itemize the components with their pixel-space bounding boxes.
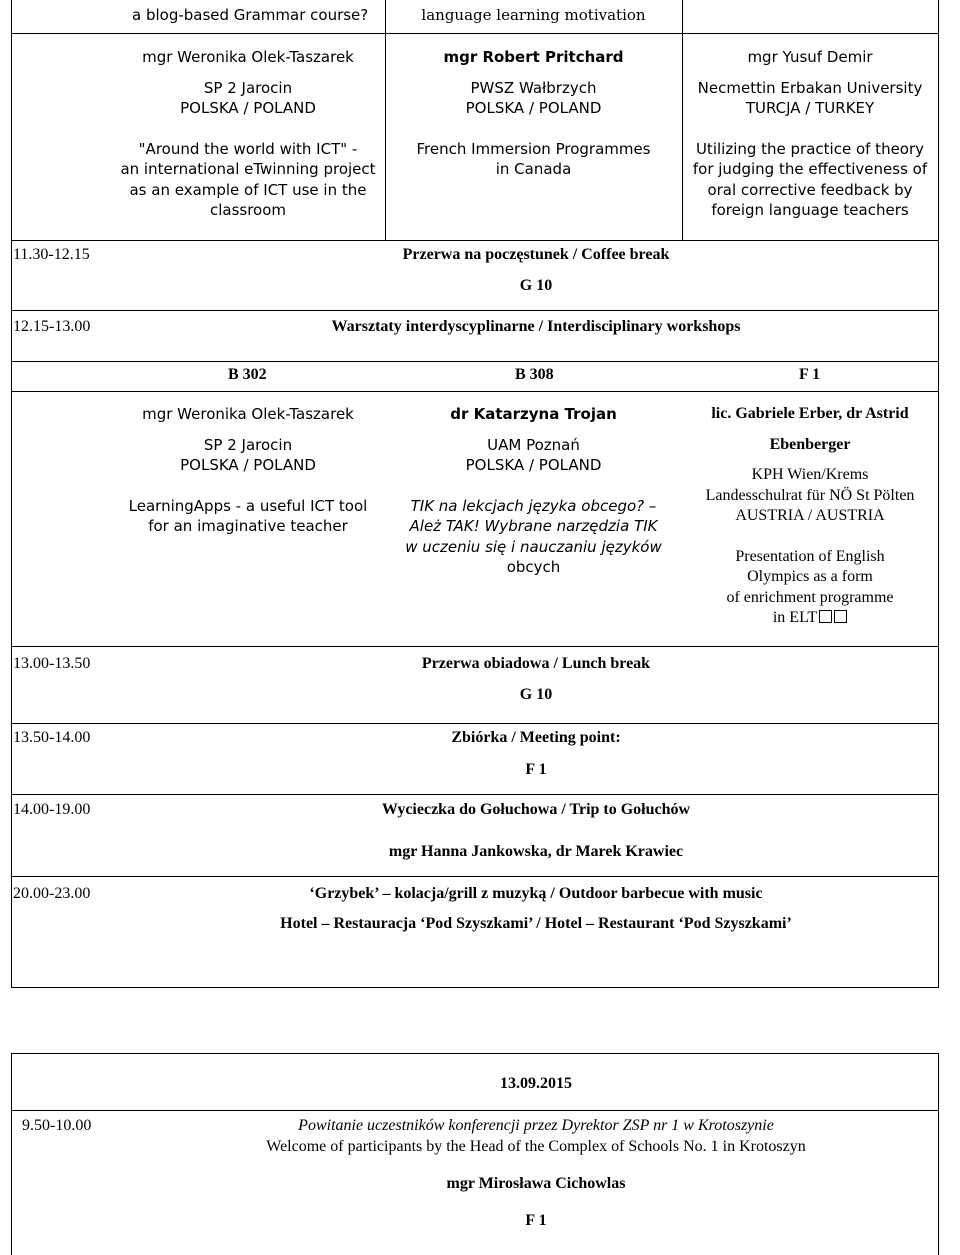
workshop-affiliation-line: POLSKA / POLAND — [465, 456, 602, 474]
lunch-title: Przerwa obiadowa / Lunch break — [421, 655, 651, 672]
workshop-affiliation-line: SP 2 Jarocin — [203, 435, 293, 454]
day2-room: F 1 — [525, 1212, 547, 1229]
missing-glyph-box-icon — [819, 610, 832, 623]
speaker-block-1 — [111, 47, 385, 221]
talk-title-line: classroom — [209, 201, 287, 219]
speaker-affiliation-line: POLSKA / POLAND — [180, 99, 316, 117]
speaker-name: mgr Weronika Olek-Taszarek — [142, 48, 354, 66]
workshop-title-line: Olympics as a form — [747, 568, 873, 585]
speaker-affiliation-line: PWSZ Wałbrzych — [470, 78, 597, 97]
workshop-affiliation-line: Landesschulrat für NÖ St Pölten — [705, 486, 915, 504]
coffee-title: Przerwa na poczęstunek / Coffee break — [402, 246, 670, 263]
speaker-block-3 — [682, 47, 938, 221]
speaker-affiliation-line: TURCJA / TURKEY — [745, 99, 875, 117]
workshop-block-1 — [111, 404, 385, 537]
day2-title-pl: Powitanie uczestników konferencji przez Dyrektor ZSP nr 1 w Krotoszynie — [298, 1117, 774, 1134]
workshops-time: 12.15-13.00 — [13, 318, 91, 335]
meeting-room: F 1 — [525, 761, 547, 778]
workshop-title-line: obcych — [506, 558, 561, 576]
day2-date: 13.09.2015 — [500, 1075, 572, 1092]
talk-title-line: an international eTwinning project — [120, 160, 376, 178]
talk-title-line: in Canada — [495, 160, 572, 178]
workshop-speaker-name: mgr Weronika Olek-Taszarek — [142, 405, 354, 423]
workshops-title: Warsztaty interdyscyplinarne / Interdisciplinary workshops — [331, 318, 741, 335]
talk-title-line: oral corrective feedback by — [707, 180, 913, 199]
talk-title-line: "Around the world with ICT" - — [138, 139, 358, 158]
dinner-venue: Hotel – Restauracja ‘Pod Szyszkami’ / Hotel – Restaurant ‘Pod Szyszkami’ — [280, 915, 792, 932]
workshop-affiliation-line: POLSKA / POLAND — [180, 456, 316, 474]
room-label-b308: B 308 — [515, 366, 554, 383]
trip-title: Wycieczka do Gołuchowa / Trip to Gołuchów — [381, 801, 691, 818]
workshop-title-line: LearningApps - a useful ICT tool — [128, 496, 368, 515]
meeting-time: 13.50-14.00 — [13, 729, 91, 746]
workshop-title-line: Presentation of English — [735, 547, 885, 565]
col2-tail-text: language learning motivation — [421, 6, 646, 24]
day2-title-en: Welcome of participants by the Head of the Complex of Schools No. 1 in Krotoszyn — [266, 1138, 806, 1155]
trip-people: mgr Hanna Jankowska, dr Marek Krawiec — [388, 843, 684, 860]
dinner-title: ‘Grzybek’ – kolacja/grill z muzyką / Outdoor barbecue with music — [309, 885, 763, 902]
dinner-time: 20.00-23.00 — [13, 885, 91, 902]
workshop-speaker-name-cont: Ebenberger — [769, 435, 851, 453]
room-label-b302: B 302 — [228, 366, 267, 383]
lunch-time: 13.00-13.50 — [13, 655, 91, 672]
workshop-title-line: Ależ TAK! Wybrane narzędzia TIK — [409, 517, 658, 535]
workshop-title-line: of enrichment programme — [726, 588, 894, 606]
trip-time: 14.00-19.00 — [13, 801, 91, 818]
workshop-block-3 — [682, 404, 938, 629]
day2-time: 9.50-10.00 — [22, 1117, 92, 1134]
missing-glyph-box-icon — [834, 610, 847, 623]
speaker-affiliation-line: SP 2 Jarocin — [203, 78, 293, 97]
talk-title-line: for judging the effectiveness of — [692, 160, 928, 178]
speaker-name: mgr Yusuf Demir — [747, 48, 873, 66]
coffee-room: G 10 — [519, 277, 553, 294]
speaker-name: mgr Robert Pritchard — [443, 48, 624, 66]
talk-title-line: foreign language teachers — [711, 201, 909, 219]
workshop-title-line: TIK na lekcjach języka obcego? – — [410, 496, 657, 515]
workshop-title-text: in ELT — [772, 609, 818, 626]
speaker-affiliation-line: POLSKA / POLAND — [465, 99, 602, 117]
meeting-title: Zbiórka / Meeting point: — [451, 729, 621, 746]
speaker-affiliation-line: Necmettin Erbakan University — [697, 78, 923, 97]
workshop-speaker-name: dr Katarzyna Trojan — [450, 405, 617, 423]
speaker-block-2 — [385, 47, 682, 180]
col1-tail-text: a blog-based Grammar course? — [132, 6, 369, 24]
talk-title-line: Utilizing the practice of theory — [695, 139, 925, 158]
workshop-title-line: for an imaginative teacher — [148, 517, 348, 535]
workshop-affiliation-line: UAM Poznań — [487, 435, 580, 454]
room-label-f1: F 1 — [799, 366, 821, 383]
talk-title-line: as an example of ICT use in the — [129, 180, 367, 199]
workshop-affiliation-line: AUSTRIA / AUSTRIA — [735, 507, 885, 524]
workshop-block-2 — [385, 404, 682, 578]
coffee-time: 11.30-12.15 — [13, 246, 90, 263]
talk-title-line: French Immersion Programmes — [416, 139, 651, 158]
workshop-speaker-name: lic. Gabriele Erber, dr Astrid — [711, 405, 909, 422]
workshop-affiliation-line: KPH Wien/Krems — [751, 466, 869, 483]
lunch-room: G 10 — [519, 686, 553, 703]
day2-speaker: mgr Mirosława Cichowlas — [446, 1175, 626, 1192]
workshop-title-line: w uczeniu się i nauczaniu języków — [405, 537, 662, 556]
workshop-title-line-last — [682, 608, 938, 629]
